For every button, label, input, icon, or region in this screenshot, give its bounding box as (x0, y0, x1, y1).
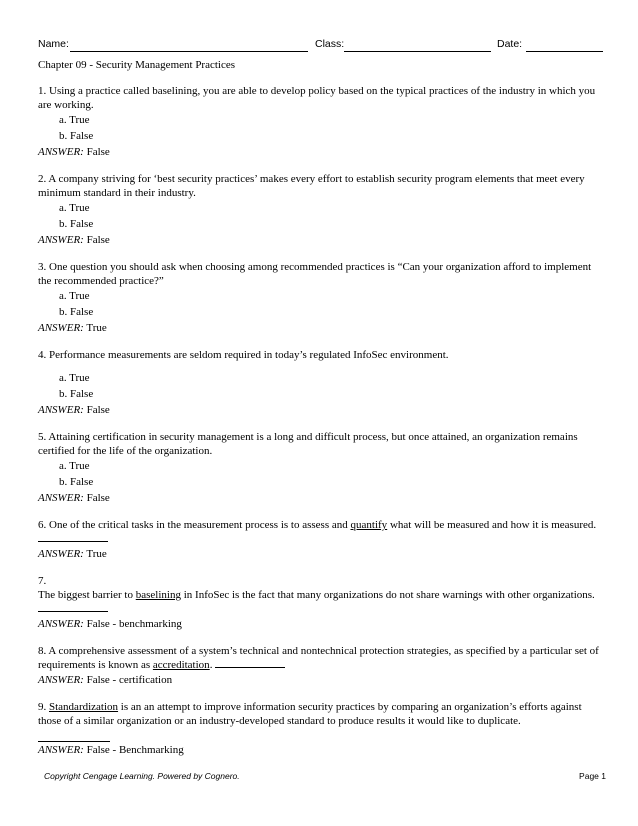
answer-line (38, 402, 604, 418)
answer-label: ANSWER: (38, 548, 84, 560)
date-label: Date: (497, 38, 523, 50)
stem-text: The biggest barrier to (38, 589, 136, 601)
stem-text: . (209, 659, 213, 671)
answer-blank[interactable] (38, 602, 108, 612)
page-footer (44, 771, 606, 785)
chapter-title: Chapter 09 - Security Management Practices (38, 59, 236, 71)
name-field-line[interactable] (70, 51, 308, 52)
question-stem: 1. Using a practice called baselining, you are able to develop policy based on the typical practices of the industry in which you are working. (38, 85, 596, 111)
option-b: b. False (59, 130, 94, 142)
question-number: 7. (38, 575, 47, 587)
class-label: Class: (315, 38, 345, 50)
answer-blank[interactable] (215, 658, 285, 668)
option-a: a. True (59, 114, 90, 126)
date-field-line[interactable] (526, 51, 603, 52)
stem-text: 8. A comprehensive assessment of a system’s technical and nontechnical protection strategies, as specified by a particular set of requirements is known as (38, 645, 599, 671)
answer-value: True (86, 322, 107, 334)
answer-blank[interactable] (38, 532, 108, 542)
option-a: a. True (59, 460, 90, 472)
question-stem: 3. One question you should ask when choosing among recommended practices is “Can your organization afford to implement the recommended practice?” (38, 261, 592, 287)
answer-label: ANSWER: (38, 492, 84, 504)
answer-label: ANSWER: (38, 674, 84, 686)
name-label: Name: (38, 38, 69, 50)
answer-label: ANSWER: (38, 618, 84, 630)
question-8 (38, 644, 604, 688)
question-3 (38, 260, 604, 336)
underlined-term: accreditation (152, 659, 210, 671)
question-1 (38, 84, 604, 160)
answer-label: ANSWER: (38, 234, 84, 246)
answer-blank[interactable] (38, 728, 110, 742)
answer-value: False - certification (86, 674, 173, 686)
answer-label: ANSWER: (38, 146, 84, 158)
worksheet-header (38, 38, 603, 54)
answer-line (38, 232, 604, 248)
option-a: a. True (59, 372, 90, 384)
answer-value: False (86, 404, 110, 416)
question-2 (38, 172, 604, 248)
answer-line (38, 320, 604, 336)
page-number: Page 1 (579, 771, 606, 781)
question-stem (38, 518, 604, 546)
question-5 (38, 430, 604, 506)
answer-line (38, 144, 604, 160)
answer-value: False (86, 492, 110, 504)
answer-value: False (86, 146, 110, 158)
answer-label: ANSWER: (38, 404, 84, 416)
stem-text: in InfoSec is the fact that many organizations do not share warnings with other organizations. (180, 589, 595, 601)
answer-line (38, 546, 604, 562)
option-a: a. True (59, 290, 90, 302)
option-b: b. False (59, 388, 94, 400)
copyright-text: Copyright Cengage Learning. Powered by Cognero. (44, 771, 240, 781)
question-stem: 5. Attaining certification in security management is a long and difficult process, but once attained, an organization remains certified for the life of the organization. (38, 431, 578, 457)
stem-text: what will be measured and how it is measured. (387, 519, 597, 531)
stem-text: is an an attempt to improve information security practices by comparing an organization’s efforts against those of a similar organization or an industry-developed standard to produce results it would like to duplicate. (38, 701, 582, 727)
stem-text: 9. (38, 701, 49, 713)
question-4 (38, 348, 604, 418)
answer-value: False - Benchmarking (86, 744, 184, 756)
underlined-term: Standardization (49, 701, 119, 713)
question-7 (38, 574, 604, 632)
question-stem (38, 700, 604, 728)
answer-label: ANSWER: (38, 744, 84, 756)
answer-label: ANSWER: (38, 322, 84, 334)
answer-line (38, 742, 604, 758)
underlined-term: quantify (350, 519, 388, 531)
answer-line (38, 672, 604, 688)
question-6 (38, 518, 604, 562)
question-stem: 4. Performance measurements are seldom required in today’s regulated InfoSec environment. (38, 349, 449, 361)
class-field-line[interactable] (344, 51, 491, 52)
answer-value: False - benchmarking (86, 618, 182, 630)
stem-text: 6. One of the critical tasks in the measurement process is to assess and (38, 519, 351, 531)
question-stem: 2. A company striving for ‘best security practices’ makes every effort to establish security program elements that meet every minimum standard in their industry. (38, 173, 585, 199)
document-body (38, 58, 604, 770)
question-stem (38, 644, 604, 672)
answer-line (38, 490, 604, 506)
option-b: b. False (59, 306, 94, 318)
option-a: a. True (59, 202, 90, 214)
answer-line (38, 616, 604, 632)
underlined-term: baselining (135, 589, 181, 601)
option-b: b. False (59, 476, 94, 488)
option-b: b. False (59, 218, 94, 230)
question-stem (38, 588, 604, 616)
question-9 (38, 700, 604, 758)
answer-value: True (86, 548, 107, 560)
answer-value: False (86, 234, 110, 246)
